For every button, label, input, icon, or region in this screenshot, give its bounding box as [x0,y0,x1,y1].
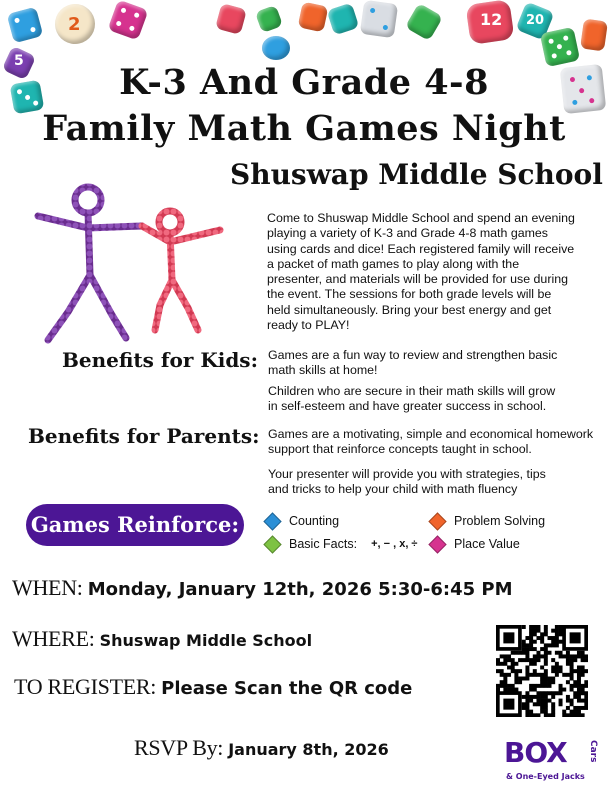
rsvp-row [134,735,389,761]
dice-icon [262,36,290,60]
benefit-kids-2: Children who are secure in their math skills will grow in self-esteem and have greater success in school. [268,384,556,414]
register-label: TO REGISTER: [14,674,157,699]
dice-icon [580,18,608,51]
operators: +, − , x, ÷ [371,538,418,550]
benefits-kids-heading: Benefits for Kids: [62,348,258,372]
games-reinforce-banner: Games Reinforce: [26,504,244,546]
dice-number: 12 [480,10,503,29]
dice-icon [107,0,148,41]
reinforce-item-place-value: Place Value [431,537,520,551]
logo-box-text: BOX [504,736,567,769]
qr-code[interactable] [496,625,588,717]
bead-figures-illustration [30,180,260,350]
reinforce-item-problem-solving: Problem Solving [431,514,545,528]
intro-paragraph: Come to Shuswap Middle School and spend an evening playing a variety of K-3 and Grade 4-8 math games using cards and dice! Each registered family will receive a packet of math games to play along with the presenter, and materials will be provided for use during the event. The sessions for both grade levels will be held simultaneously. Bring your best energy and get ready to PLAY! [267,211,575,333]
dice-icon [327,3,360,36]
diamond-bullet-icon [428,512,446,530]
school-name: Shuswap Middle School [230,158,603,191]
reinforce-item-counting: Counting [266,514,339,528]
when-value: Monday, January 12th, 2026 5:30-6:45 PM [87,579,513,600]
dice-number: 5 [14,53,24,69]
register-value: Please Scan the QR code [161,678,413,699]
dice-icon [255,5,283,33]
dice-icon [215,3,247,35]
dice-icon [7,7,44,44]
dice-number: 20 [526,13,545,28]
diamond-bullet-icon [263,535,281,553]
where-label: WHERE: [12,626,95,651]
diamond-bullet-icon [428,535,446,553]
logo-tagline: & One-Eyed Jacks [506,772,585,781]
where-value: Shuswap Middle School [99,631,313,650]
rsvp-value: January 8th, 2026 [228,740,389,759]
dice-icon [405,3,443,41]
benefit-parents-2: Your presenter will provide you with strategies, tips and tricks to help your child with math fluency [268,467,546,497]
logo-cars-text: Cars [588,740,598,763]
benefit-kids-1: Games are a fun way to review and strengthen basic math skills at home! [268,348,558,378]
benefits-parents-heading: Benefits for Parents: [28,424,260,448]
diamond-bullet-icon [263,512,281,530]
dice-icon [360,0,398,38]
register-row [14,674,412,700]
dice-icon [298,2,329,33]
when-row [12,575,513,601]
when-label: WHEN: [12,575,83,600]
title-line-1: K-3 And Grade 4-8 [119,62,489,103]
boxcars-logo [504,736,600,786]
benefit-parents-1: Games are a motivating, simple and economical homework support that reinforce concepts taught in school. [268,427,594,457]
rsvp-label: RSVP By: [134,735,224,760]
where-row [12,626,312,652]
dice-number: 2 [68,14,81,35]
title-line-2: Family Math Games Night [42,108,566,149]
reinforce-item-basic-facts: Basic Facts: +, − , x, ÷ [266,537,417,551]
